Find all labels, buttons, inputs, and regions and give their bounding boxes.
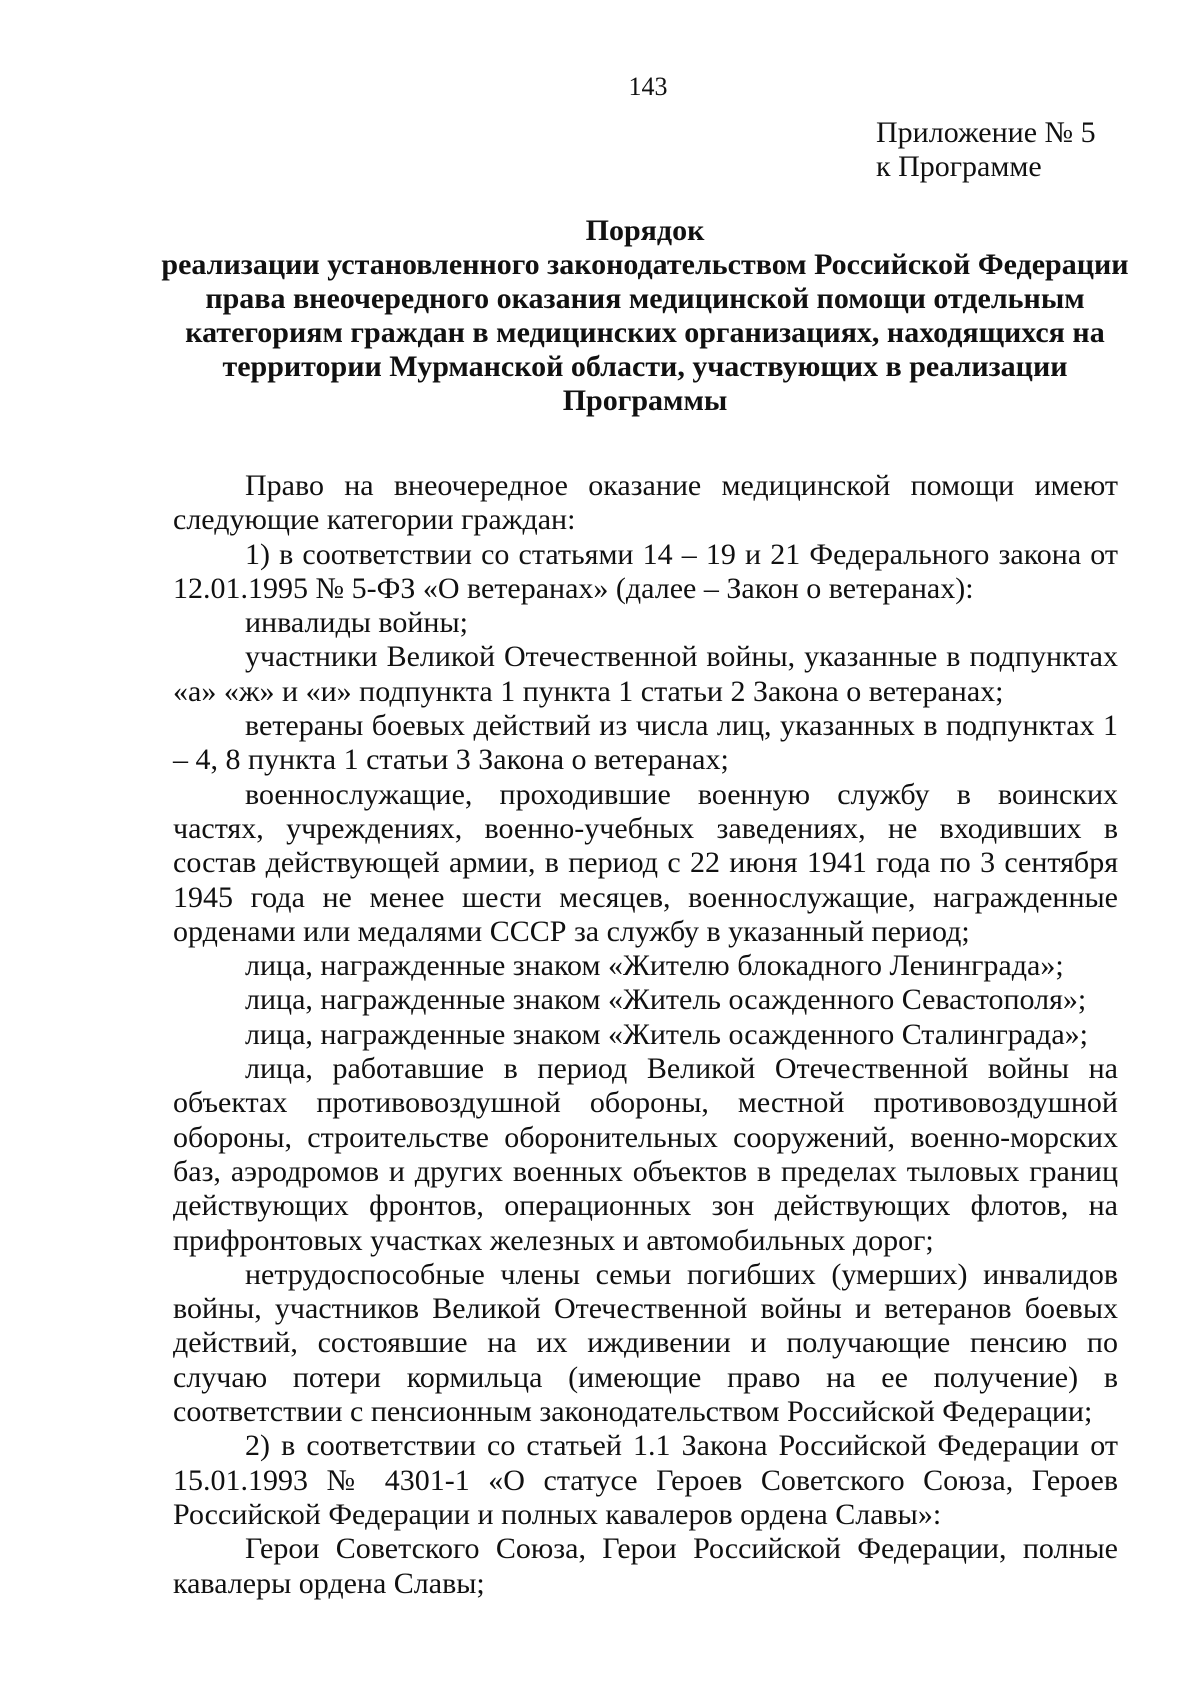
paragraph-servicemen: военнослужащие, проходившие военную службу в воинских частях, учреждениях, военно-учебных заведениях, не входивших в состав действующей армии, в период с 22 июня 1941 года по 3 сентября 1945 года не менее шести месяцев, военнослужащие, награжденные орденами или медалями СССР за службу в указанный период; — [173, 777, 1118, 948]
paragraph-heroes: Герои Советского Союза, Герои Российской Федерации, полные кавалеры ордена Славы; — [173, 1532, 1118, 1600]
annex-line-2: к Программе — [876, 150, 1042, 183]
paragraph-family-members: нетрудоспособные члены семьи погибших (умерших) инвалидов войны, участников Великой Отечественной войны и ветеранов боевых действий, состоявшие на их иждивении и получающие пенсию по случаю потери кормильца (имеющие право на ее получение) в соответствии с пенсионным законодательством Российской Федерации; — [173, 1257, 1118, 1429]
paragraph-sevastopol: лица, награжденные знаком «Житель осажденного Севастополя»; — [245, 983, 1087, 1017]
paragraph-air-defense-workers: лица, работавшие в период Великой Отечественной войны на объектах противовоздушной обороны, местной противовоздушной обороны, строительстве оборонительных сооружений, военно-морских баз, аэродромов и других военных объектов в пределах тыловых границ действующих фронтов, операционных зон действующих флотов, на прифронтовых участках железных и автомобильных дорог; — [173, 1052, 1118, 1257]
paragraph-stalingrad: лица, награжденные знаком «Житель осажденного Сталинграда»; — [245, 1017, 1088, 1051]
paragraph-leningrad: лица, награжденные знаком «Жителю блокадного Ленинграда»; — [245, 949, 1064, 983]
annex-line-1: Приложение № 5 — [876, 116, 1096, 149]
paragraph-intro: Право на внеочередное оказание медицинской помощи имеют следующие категории граждан: — [173, 469, 1118, 537]
document-body — [173, 469, 1118, 1601]
document-title — [150, 214, 1140, 418]
paragraph-combat-veterans: ветераны боевых действий из числа лиц, указанных в подпунктах 1 – 4, 8 пункта 1 статьи 3 Закона о ветеранах; — [173, 709, 1118, 777]
title-line-2: реализации установленного законодательством Российской Федерации — [161, 248, 1129, 281]
title-line-6: Программы — [562, 384, 728, 417]
paragraph-item-1: 1) в соответствии со статьями 14 – 19 и 21 Федерального закона от 12.01.1995 № 5-ФЗ «О ветеранах» (далее – Закон о ветеранах): — [173, 537, 1118, 605]
page-number: 143 — [628, 72, 668, 101]
title-line-5: территории Мурманской области, участвующих в реализации — [222, 350, 1068, 383]
annex-header — [876, 116, 1096, 184]
paragraph-war-participants: участники Великой Отечественной войны, указанные в подпунктах «а» «ж» и «и» подпункта 1 пункта 1 статьи 2 Закона о ветеранах; — [173, 640, 1118, 708]
title-line-4: категориям граждан в медицинских организациях, находящихся на — [185, 316, 1105, 349]
title-line-1: Порядок — [585, 214, 705, 247]
title-line-3: права внеочередного оказания медицинской помощи отдельным — [205, 282, 1085, 315]
paragraph-item-2: 2) в соответствии со статьей 1.1 Закона Российской Федерации от 15.01.1993 № 4301-1 «О статусе Героев Советского Союза, Героев Российской Федерации и полных кавалеров ордена Славы»: — [173, 1429, 1118, 1531]
paragraph-war-invalids: инвалиды войны; — [245, 606, 468, 640]
